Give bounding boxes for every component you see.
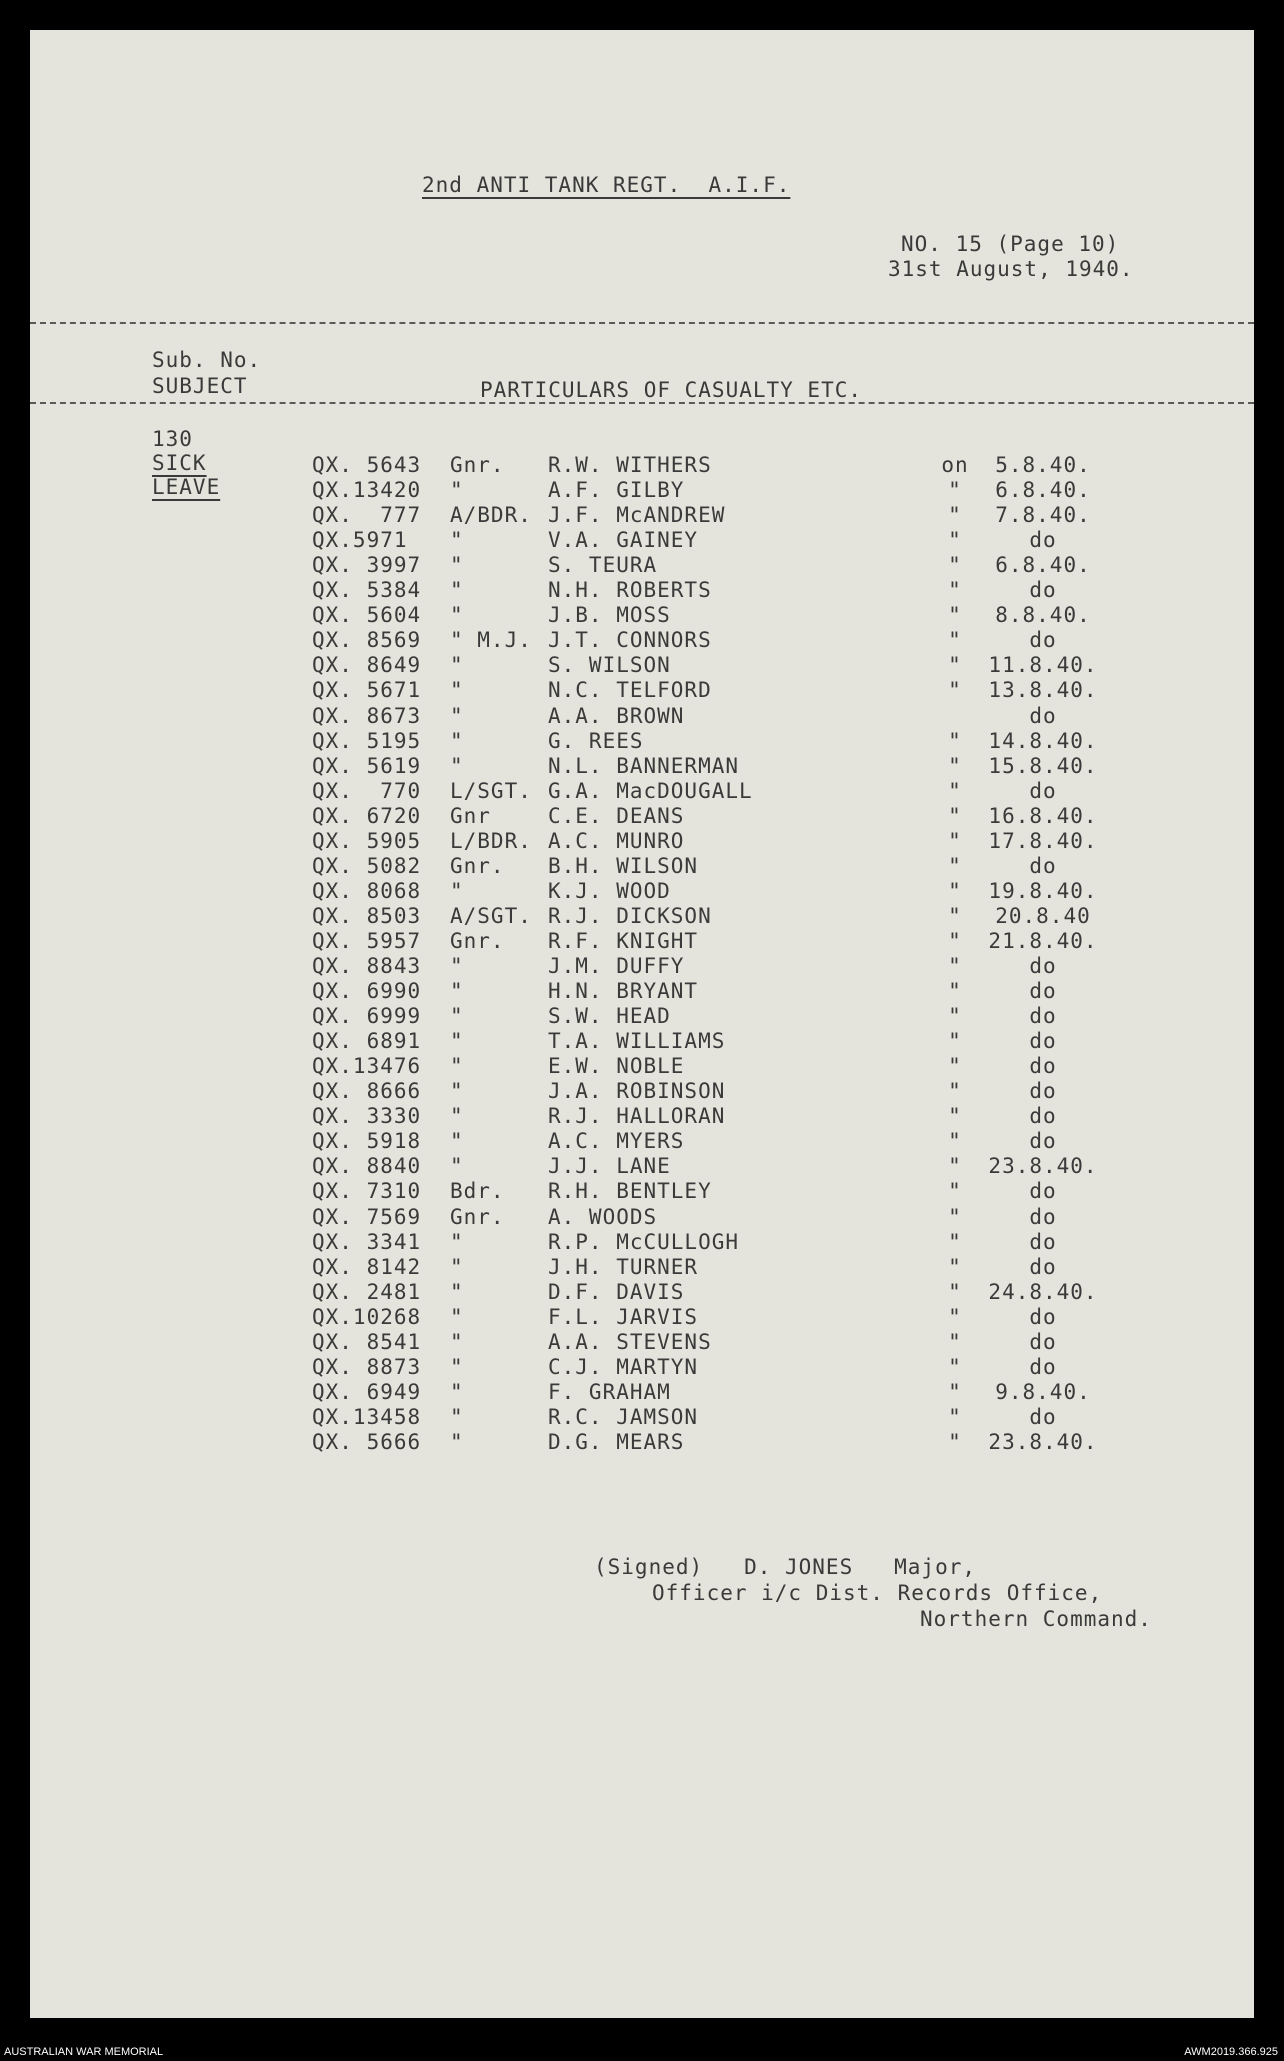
soldier-name: R.J. DICKSON — [548, 903, 712, 928]
service-number: QX. 8569 — [312, 628, 422, 653]
leave-date: do — [1029, 1079, 1057, 1104]
on-marker: " — [948, 628, 962, 653]
leave-date: 21.8.40. — [988, 928, 1098, 953]
service-number: QX. 3997 — [312, 553, 422, 578]
soldier-name: T.A. WILLIAMS — [548, 1029, 726, 1054]
leave-date: do — [1029, 528, 1057, 553]
service-number: QX. 5082 — [312, 853, 422, 878]
leave-date: do — [1029, 1229, 1057, 1254]
rank: Bdr. — [450, 1179, 505, 1204]
leave-date: do — [1029, 1004, 1057, 1029]
signature-line-1: (Signed) D. JONES Major, — [594, 1555, 977, 1579]
footer-bar — [0, 2048, 1284, 2061]
casualty-row — [30, 1079, 1254, 1104]
casualty-row — [30, 829, 1254, 854]
leave-date: do — [1029, 1354, 1057, 1379]
casualty-row — [30, 1154, 1254, 1179]
leave-date: do — [1029, 628, 1057, 653]
leave-date: 23.8.40. — [988, 1154, 1098, 1179]
soldier-name: B.H. WILSON — [548, 853, 699, 878]
leave-date: do — [1029, 1204, 1057, 1229]
rank: Gnr. — [450, 453, 505, 477]
leave-date: 11.8.40. — [988, 653, 1098, 678]
rank: " — [450, 1054, 464, 1079]
leave-date: do — [1029, 778, 1057, 803]
on-marker: " — [948, 1154, 962, 1179]
rank: " — [450, 979, 464, 1004]
leave-date: do — [1029, 1104, 1057, 1129]
rank: " — [450, 1329, 464, 1354]
leave-date: do — [1029, 954, 1057, 978]
service-number: QX. 3341 — [312, 1229, 422, 1254]
service-number: QX. 7310 — [312, 1179, 422, 1204]
casualty-row — [30, 779, 1254, 804]
leave-date: do — [1029, 1129, 1057, 1154]
rank: " — [450, 1029, 464, 1054]
leave-date: 17.8.40. — [988, 828, 1098, 853]
section-number: 130 — [152, 427, 193, 451]
rank: Gnr — [450, 803, 491, 828]
leave-date: do — [1029, 1179, 1057, 1204]
rank: L/SGT. — [450, 778, 532, 803]
heading-divider — [30, 402, 1254, 404]
on-marker: " — [948, 1204, 962, 1229]
on-marker: " — [948, 1304, 962, 1329]
soldier-name: A.C. MYERS — [548, 1129, 685, 1154]
on-marker: " — [948, 528, 962, 553]
leave-date: 8.8.40. — [995, 603, 1091, 628]
rank: Gnr. — [450, 928, 505, 953]
soldier-name: J.M. DUFFY — [548, 954, 685, 978]
casualty-row — [30, 653, 1254, 678]
rank: " — [450, 1379, 464, 1404]
on-marker: " — [948, 954, 962, 978]
service-number: QX. 5384 — [312, 578, 422, 603]
rank: " — [450, 1004, 464, 1029]
casualty-row — [30, 979, 1254, 1004]
leave-date: 23.8.40. — [988, 1429, 1098, 1454]
on-marker: " — [948, 578, 962, 603]
soldier-name: N.C. TELFORD — [548, 678, 712, 703]
soldier-name: G. REES — [548, 728, 644, 753]
casualty-row — [30, 929, 1254, 954]
soldier-name: R.P. McCULLOGH — [548, 1229, 740, 1254]
casualty-row — [30, 704, 1254, 729]
leave-date: 9.8.40. — [995, 1379, 1091, 1404]
casualty-row — [30, 954, 1254, 979]
order-date: 31st August, 1940. — [888, 257, 1134, 281]
service-number: QX. 5918 — [312, 1129, 422, 1154]
soldier-name: N.H. ROBERTS — [548, 578, 712, 603]
rank: " M.J. — [450, 628, 532, 653]
subject-leave: LEAVE — [152, 475, 221, 499]
rank: L/BDR. — [450, 828, 532, 853]
soldier-name: K.J. WOOD — [548, 878, 671, 903]
rank: " — [450, 703, 464, 728]
casualty-row — [30, 1054, 1254, 1079]
leave-date: do — [1029, 979, 1057, 1004]
leave-date: 13.8.40. — [988, 678, 1098, 703]
soldier-name: J.H. TURNER — [548, 1254, 699, 1279]
on-marker: " — [948, 979, 962, 1004]
casualty-row — [30, 478, 1254, 503]
soldier-name: V.A. GAINEY — [548, 528, 699, 553]
leave-date: 16.8.40. — [988, 803, 1098, 828]
service-number: QX. 8649 — [312, 653, 422, 678]
on-marker: " — [948, 478, 962, 503]
service-number: QX. 777 — [312, 503, 422, 528]
leave-date: do — [1029, 1029, 1057, 1054]
leave-date: 19.8.40. — [988, 878, 1098, 903]
casualty-row — [30, 528, 1254, 553]
leave-date: 20.8.40 — [995, 903, 1091, 928]
on-marker: " — [948, 903, 962, 928]
rank: " — [450, 578, 464, 603]
on-marker: " — [948, 1029, 962, 1054]
on-marker: " — [948, 1254, 962, 1279]
subject-sick: SICK — [152, 451, 207, 475]
service-number: QX. 8873 — [312, 1354, 422, 1379]
soldier-name: J.J. LANE — [548, 1154, 671, 1179]
on-marker: " — [948, 828, 962, 853]
soldier-name: J.T. CONNORS — [548, 628, 712, 653]
leave-date: 5.8.40. — [995, 453, 1091, 477]
rank: " — [450, 1304, 464, 1329]
soldier-name: R.W. WITHERS — [548, 453, 712, 477]
casualty-row — [30, 1355, 1254, 1380]
rank: " — [450, 478, 464, 503]
leave-date: do — [1029, 1054, 1057, 1079]
on-marker: on — [941, 453, 969, 477]
leave-date: do — [1029, 1329, 1057, 1354]
soldier-name: S.W. HEAD — [548, 1004, 671, 1029]
casualty-row — [30, 603, 1254, 628]
casualty-row — [30, 678, 1254, 703]
on-marker: " — [948, 1429, 962, 1454]
on-marker: " — [948, 878, 962, 903]
casualty-row — [30, 1205, 1254, 1230]
rank: " — [450, 1254, 464, 1279]
soldier-name: D.G. MEARS — [548, 1429, 685, 1454]
on-marker: " — [948, 728, 962, 753]
signature-line-3: Northern Command. — [920, 1607, 1152, 1631]
particulars-heading: PARTICULARS OF CASUALTY ETC. — [480, 378, 863, 402]
service-number: QX. 2481 — [312, 1279, 422, 1304]
on-marker: " — [948, 1229, 962, 1254]
rank: " — [450, 1104, 464, 1129]
subject-heading: SUBJECT — [152, 374, 248, 398]
rank: " — [450, 603, 464, 628]
leave-date: 6.8.40. — [995, 478, 1091, 503]
service-number: QX. 3330 — [312, 1104, 422, 1129]
casualty-row — [30, 804, 1254, 829]
leave-date: do — [1029, 1304, 1057, 1329]
soldier-name: J.A. ROBINSON — [548, 1079, 726, 1104]
service-number: QX. 8666 — [312, 1079, 422, 1104]
casualty-row — [30, 1305, 1254, 1330]
footer-accession-number: AWM2019.366.925 — [1184, 2046, 1278, 2058]
on-marker: " — [948, 803, 962, 828]
soldier-name: F. GRAHAM — [548, 1379, 671, 1404]
casualty-row — [30, 578, 1254, 603]
casualty-row — [30, 879, 1254, 904]
leave-date: do — [1029, 853, 1057, 878]
on-marker: " — [948, 653, 962, 678]
rank: A/BDR. — [450, 503, 532, 528]
on-marker: " — [948, 1404, 962, 1429]
service-number: QX. 6999 — [312, 1004, 422, 1029]
service-number: QX. 8673 — [312, 703, 422, 728]
soldier-name: D.F. DAVIS — [548, 1279, 685, 1304]
footer-institution: AUSTRALIAN WAR MEMORIAL — [4, 2046, 164, 2058]
leave-date: do — [1029, 1404, 1057, 1429]
rank: " — [450, 528, 464, 553]
casualty-row — [30, 1179, 1254, 1204]
service-number: QX. 5604 — [312, 603, 422, 628]
service-number: QX. 6949 — [312, 1379, 422, 1404]
rank: " — [450, 728, 464, 753]
soldier-name: E.W. NOBLE — [548, 1054, 685, 1079]
service-number: QX. 8503 — [312, 903, 422, 928]
sub-no-heading: Sub. No. — [152, 348, 262, 372]
service-number: QX. 5666 — [312, 1429, 422, 1454]
signature-line-2: Officer i/c Dist. Records Office, — [652, 1581, 1103, 1605]
on-marker: " — [948, 603, 962, 628]
service-number: QX.5971 — [312, 528, 408, 553]
service-number: QX. 5957 — [312, 928, 422, 953]
casualty-row — [30, 1280, 1254, 1305]
on-marker: " — [948, 1129, 962, 1154]
leave-date: 6.8.40. — [995, 553, 1091, 578]
casualty-row — [30, 729, 1254, 754]
order-number: NO. 15 (Page 10) — [901, 232, 1120, 256]
casualty-row — [30, 904, 1254, 929]
service-number: QX. 770 — [312, 778, 422, 803]
service-number: QX. 5905 — [312, 828, 422, 853]
top-divider — [30, 322, 1254, 324]
service-number: QX. 5671 — [312, 678, 422, 703]
soldier-name: R.H. BENTLEY — [548, 1179, 712, 1204]
casualty-row — [30, 1029, 1254, 1054]
service-number: QX.13458 — [312, 1404, 422, 1429]
soldier-name: C.E. DEANS — [548, 803, 685, 828]
soldier-name: C.J. MARTYN — [548, 1354, 699, 1379]
soldier-name: A.C. MUNRO — [548, 828, 685, 853]
on-marker: " — [948, 1354, 962, 1379]
leave-date: 7.8.40. — [995, 503, 1091, 528]
soldier-name: S. TEURA — [548, 553, 658, 578]
soldier-name: A. WOODS — [548, 1204, 658, 1229]
on-marker: " — [948, 928, 962, 953]
soldier-name: F.L. JARVIS — [548, 1304, 699, 1329]
service-number: QX. 6891 — [312, 1029, 422, 1054]
rank: " — [450, 878, 464, 903]
casualty-row — [30, 754, 1254, 779]
service-number: QX. 7569 — [312, 1204, 422, 1229]
rank: " — [450, 1404, 464, 1429]
service-number: QX.10268 — [312, 1304, 422, 1329]
casualty-row — [30, 1004, 1254, 1029]
document-title: 2nd ANTI TANK REGT. A.I.F. — [422, 173, 791, 197]
rank: " — [450, 1279, 464, 1304]
on-marker: " — [948, 778, 962, 803]
leave-date: do — [1029, 578, 1057, 603]
rank: A/SGT. — [450, 903, 532, 928]
rank: Gnr. — [450, 1204, 505, 1229]
service-number: QX. 5619 — [312, 753, 422, 778]
leave-date: do — [1029, 703, 1057, 728]
soldier-name: H.N. BRYANT — [548, 979, 699, 1004]
soldier-name: A.A. BROWN — [548, 703, 685, 728]
casualty-row — [30, 1405, 1254, 1430]
soldier-name: J.B. MOSS — [548, 603, 671, 628]
rank: " — [450, 1354, 464, 1379]
leave-date: 15.8.40. — [988, 753, 1098, 778]
casualty-row — [30, 628, 1254, 653]
casualty-row — [30, 1104, 1254, 1129]
soldier-name: A.F. GILBY — [548, 478, 685, 503]
soldier-name: S. WILSON — [548, 653, 671, 678]
on-marker: " — [948, 1104, 962, 1129]
on-marker: " — [948, 1054, 962, 1079]
service-number: QX. 5643 — [312, 453, 422, 477]
soldier-name: J.F. McANDREW — [548, 503, 726, 528]
casualty-row — [30, 1255, 1254, 1280]
leave-date: 14.8.40. — [988, 728, 1098, 753]
rank: " — [450, 1229, 464, 1254]
casualty-row — [30, 503, 1254, 528]
rank: " — [450, 1129, 464, 1154]
service-number: QX. 5195 — [312, 728, 422, 753]
service-number: QX.13476 — [312, 1054, 422, 1079]
service-number: QX. 8142 — [312, 1254, 422, 1279]
casualty-row — [30, 1330, 1254, 1355]
casualty-row — [30, 553, 1254, 578]
leave-date: 24.8.40. — [988, 1279, 1098, 1304]
rank: Gnr. — [450, 853, 505, 878]
rank: " — [450, 553, 464, 578]
casualty-row — [30, 1230, 1254, 1255]
service-number: QX. 8840 — [312, 1154, 422, 1179]
casualty-row — [30, 854, 1254, 879]
rank: " — [450, 1429, 464, 1454]
leave-date: do — [1029, 1254, 1057, 1279]
soldier-name: N.L. BANNERMAN — [548, 753, 740, 778]
on-marker: " — [948, 1279, 962, 1304]
on-marker: " — [948, 1379, 962, 1404]
soldier-name: R.J. HALLORAN — [548, 1104, 726, 1129]
on-marker: " — [948, 1079, 962, 1104]
casualty-row — [30, 1430, 1254, 1455]
service-number: QX. 8843 — [312, 954, 422, 978]
service-number: QX. 8068 — [312, 878, 422, 903]
casualty-row — [30, 1129, 1254, 1154]
on-marker: " — [948, 1004, 962, 1029]
rank: " — [450, 653, 464, 678]
rank: " — [450, 1079, 464, 1104]
service-number: QX.13420 — [312, 478, 422, 503]
casualty-row — [30, 453, 1254, 478]
on-marker: " — [948, 1329, 962, 1354]
casualty-row — [30, 1380, 1254, 1405]
rank: " — [450, 1154, 464, 1179]
document-page — [30, 30, 1254, 2018]
on-marker: " — [948, 853, 962, 878]
on-marker: " — [948, 1179, 962, 1204]
soldier-name: G.A. MacDOUGALL — [548, 778, 753, 803]
on-marker: " — [948, 678, 962, 703]
rank: " — [450, 678, 464, 703]
on-marker: " — [948, 503, 962, 528]
rank: " — [450, 753, 464, 778]
service-number: QX. 6990 — [312, 979, 422, 1004]
soldier-name: R.F. KNIGHT — [548, 928, 699, 953]
rank: " — [450, 954, 464, 978]
on-marker: " — [948, 753, 962, 778]
on-marker: " — [948, 553, 962, 578]
soldier-name: R.C. JAMSON — [548, 1404, 699, 1429]
service-number: QX. 8541 — [312, 1329, 422, 1354]
soldier-name: A.A. STEVENS — [548, 1329, 712, 1354]
service-number: QX. 6720 — [312, 803, 422, 828]
